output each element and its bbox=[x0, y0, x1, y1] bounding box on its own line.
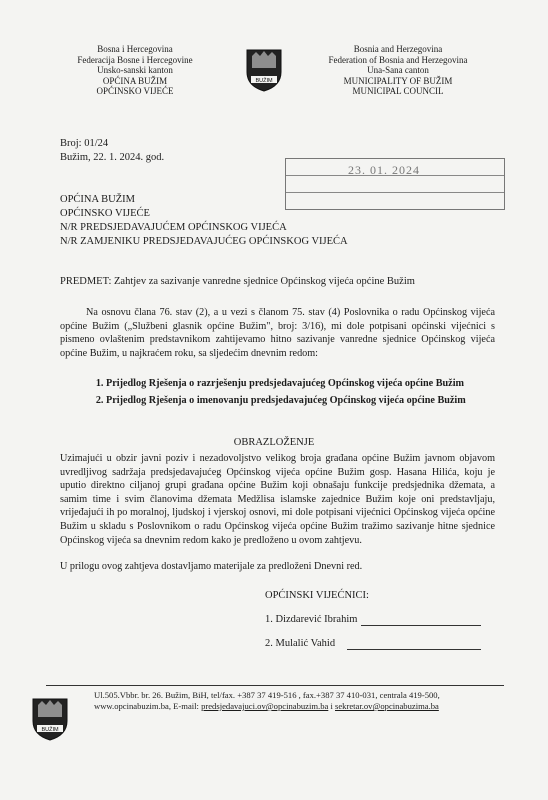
header-left-line: OPĆINSKO VIJEĆE bbox=[96, 86, 174, 96]
header-left-line: Bosna i Hercegovina bbox=[97, 44, 173, 54]
addressee-line: N/R PREDSJEDAVAJUĆEM OPĆINSKOG VIJEĆA bbox=[60, 222, 287, 233]
subject-line: PREDMET: Zahtjev za sazivanje vanredne sjednice Općinskog vijeća općine Bužim bbox=[60, 276, 415, 287]
signatory-name: 2. Mulalić Vahid bbox=[265, 638, 336, 649]
footer-web-email bbox=[94, 701, 534, 712]
footer-divider bbox=[46, 685, 504, 686]
email-link-president[interactable]: predsjedavajuci.ov@opcinabuzim.ba bbox=[201, 701, 329, 711]
signatory-2 bbox=[265, 638, 335, 649]
footer-separator: i bbox=[328, 701, 335, 711]
header-right-line: MUNICIPALITY OF BUŽIM bbox=[343, 75, 453, 86]
header-right-block bbox=[318, 44, 478, 97]
agenda-item: 2. Prijedlog Rješenja o imenovanju predsjedavajućeg Općinskog vijeća općine Bužim bbox=[106, 394, 506, 408]
addressee-block bbox=[60, 193, 348, 249]
header-left-line: Federacija Bosne i Hercegovine bbox=[77, 54, 193, 65]
signatories-heading: OPĆINSKI VIJEĆNICI: bbox=[265, 590, 369, 601]
header-right-line: Una-Sana canton bbox=[367, 65, 429, 75]
crest-text: BUŽIM bbox=[41, 727, 59, 733]
header-right-line: MUNICIPAL COUNCIL bbox=[352, 86, 444, 96]
stamp-date: 23. 01. 2024 bbox=[348, 163, 420, 177]
addressee-line: OPĆINSKO VIJEĆE bbox=[60, 208, 150, 219]
intro-paragraph: Na osnovu člana 76. stav (2), a u vezi s članom 75. stav (4) Poslovnika o radu Općinskog vijeća općine Bužim („Službeni glasnik općine Bužim", broj: 3/16), mi dole potpisani općinski vijećnici s pismeno ovlaštenim predstavnikom zahtijevamo hitno sazivanje vanredne sjednice Općinskog vijeća općine Bužim, u najkraćem roku, sa sljedećim dnevnim redom: bbox=[60, 307, 495, 359]
signature-line bbox=[361, 625, 481, 626]
signatory-name: 1. Dizdarević Ibrahim bbox=[265, 614, 358, 625]
attachment-note: U prilogu ovog zahtjeva dostavljamo materijale za predloženi Dnevni red. bbox=[60, 561, 363, 572]
footer-website: www.opcinabuzim.ba, E-mail: bbox=[94, 701, 202, 711]
agenda-item: 1. Prijedlog Rješenja o razrješenju predsjedavajućeg Općinskog vijeća općine Bužim bbox=[106, 377, 506, 391]
header-left-line: OPĆINA BUŽIM bbox=[102, 75, 168, 86]
email-link-secretary[interactable]: sekretar.ov@opcinabuzima.ba bbox=[335, 701, 439, 711]
footer-address: Ul.505.Vbbr. br. 26. Bužim, BiH, tel/fax. +387 37 419-516 , fax.+387 37 410-031, centrala 419-500, bbox=[94, 690, 440, 700]
header-right-line: Federation of Bosnia and Herzegovina bbox=[328, 54, 468, 65]
reference-number: Broj: 01/24 bbox=[60, 138, 109, 149]
reference-place-date: Bužim, 22. 1. 2024. god. bbox=[60, 152, 165, 163]
footer-coat-of-arms-icon bbox=[30, 695, 70, 741]
rationale-heading: OBRAZLOŽENJE bbox=[233, 437, 315, 448]
addressee-line: OPĆINA BUŽIM bbox=[60, 194, 135, 205]
crest-text: BUŽIM bbox=[255, 78, 273, 84]
signature-line bbox=[347, 649, 481, 650]
header-left-block bbox=[60, 44, 210, 97]
header-left-line: Unsko-sanski kanton bbox=[97, 65, 173, 75]
footer-contact bbox=[94, 690, 534, 712]
rationale-paragraph: Uzimajući u obzir javni poziv i nezadovoljstvo velikog broja građana općine Bužim javnom objavom uvredljivog sadržaja predsjedavajućeg Općinskog vijeća općine Bužim gosp. Hasana Hilića, koju je uputio direktno ciljanoj grupi građana općine Bužim koji obnašaju funkcije predsjednika džemata, a samim time i svim članovima džemata Medžlisa islamske zajednice Bužim koje oni predstavljaju, vrijeđajući ih po moralnoj, ljudskoj i vjerskoj osnovi, mi dole potpisani vijećnici Općinskog vijeća općine Bužim u skladu s Poslovnikom o radu Općinskog vijeća općine Bužim tražimo sazivanje hitne sjednice Općinskog vijeća sa dnevnim redom kako je predloženo u ovom zahtjevu. bbox=[60, 453, 495, 546]
signatory-1 bbox=[265, 614, 357, 625]
agenda-list bbox=[88, 377, 506, 410]
addressee-line: N/R ZAMJENIKU PREDSJEDAVAJUĆEG OPĆINSKOG VIJEĆA bbox=[60, 236, 348, 247]
reference-block bbox=[60, 137, 164, 165]
header-right-line: Bosnia and Herzegovina bbox=[353, 44, 443, 54]
coat-of-arms-icon bbox=[244, 46, 284, 92]
